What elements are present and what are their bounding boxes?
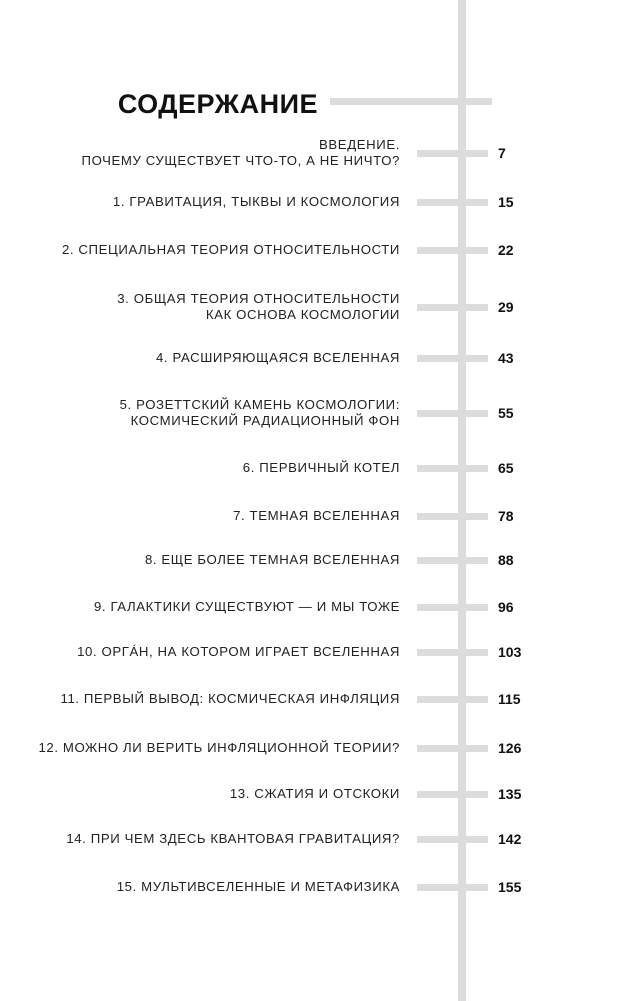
- toc-entry-title-line: 13. СЖАТИЯ И ОТСКОКИ: [229, 786, 400, 801]
- toc-entry-title-line: ПОЧЕМУ СУЩЕСТВУЕТ ЧТО-ТО, А НЕ НИЧТО?: [81, 153, 400, 168]
- leader-bar: [417, 604, 459, 611]
- toc-entry-title-line: 14. ПРИ ЧЕМ ЗДЕСЬ КВАНТОВАЯ ГРАВИТАЦИЯ?: [66, 831, 400, 846]
- leader-bar-right: [466, 465, 488, 472]
- toc-entry-title-line: 8. ЕЩЕ БОЛЕЕ ТЕМНАЯ ВСЕЛЕННАЯ: [144, 552, 400, 567]
- toc-entry-title-line: 6. ПЕРВИЧНЫЙ КОТЕЛ: [242, 460, 400, 475]
- toc-page-number: 43: [498, 350, 514, 366]
- toc-entry-title: [81, 137, 400, 169]
- toc-entry-title-line: 3. ОБЩАЯ ТЕОРИЯ ОТНОСИТЕЛЬНОСТИ: [117, 291, 400, 306]
- leader-bar: [417, 304, 459, 311]
- toc-entry-title-line: 11. ПЕРВЫЙ ВЫВОД: КОСМИЧЕСКАЯ ИНФЛЯЦИЯ: [60, 691, 400, 706]
- toc-entry-title-line: 12. МОЖНО ЛИ ВЕРИТЬ ИНФЛЯЦИОННОЙ ТЕОРИИ?: [38, 740, 400, 755]
- leader-bar-right: [466, 791, 488, 798]
- toc-page-number: 142: [498, 831, 522, 847]
- toc-entry-title-line: 10. ОРГÁН, НА КОТОРОМ ИГРАЕТ ВСЕЛЕННАЯ: [77, 644, 400, 659]
- leader-bar: [417, 745, 459, 752]
- leader-bar: [417, 465, 459, 472]
- toc-page-number: 155: [498, 879, 522, 895]
- toc-entry-title: [120, 397, 400, 429]
- vertical-rule: [458, 0, 466, 1001]
- toc-entry-title-line: 5. РОЗЕТТСКИЙ КАМЕНЬ КОСМОЛОГИИ:: [119, 397, 400, 412]
- leader-bar-right: [466, 304, 488, 311]
- leader-bar-right: [466, 836, 488, 843]
- toc-entry-title: [230, 786, 400, 802]
- leader-bar-right: [466, 696, 488, 703]
- leader-bar: [417, 199, 459, 206]
- leader-bar: [417, 150, 459, 157]
- leader-bar: [417, 791, 459, 798]
- leader-bar-right: [466, 557, 488, 564]
- toc-page-number: 78: [498, 508, 514, 524]
- leader-bar-right: [466, 513, 488, 520]
- toc-page-number: 88: [498, 552, 514, 568]
- toc-entry-title-line: 1. ГРАВИТАЦИЯ, ТЫКВЫ И КОСМОЛОГИЯ: [112, 194, 400, 209]
- toc-entry-title-line: КОСМИЧЕСКИЙ РАДИАЦИОННЫЙ ФОН: [130, 413, 400, 428]
- toc-entry-title: [38, 740, 400, 756]
- toc-page-number: 103: [498, 644, 522, 660]
- page-title: СОДЕРЖАНИЕ: [117, 89, 318, 119]
- toc-page-number: 7: [498, 145, 506, 161]
- leader-bar: [417, 836, 459, 843]
- leader-bar: [417, 247, 459, 254]
- leader-bar-right: [466, 884, 488, 891]
- title-rule: [330, 98, 492, 105]
- toc-entry-title-line: 2. СПЕЦИАЛЬНАЯ ТЕОРИЯ ОТНОСИТЕЛЬНОСТИ: [61, 242, 400, 257]
- toc-page-number: 126: [498, 740, 522, 756]
- toc-entry-title-line: 4. РАСШИРЯЮЩАЯСЯ ВСЕЛЕННАЯ: [155, 350, 400, 365]
- leader-bar: [417, 410, 459, 417]
- toc-page-number: 29: [498, 299, 514, 315]
- toc-entry-title: [77, 644, 400, 660]
- toc-page-number: 115: [498, 691, 521, 707]
- leader-bar-right: [466, 247, 488, 254]
- toc-entry-title-line: 15. МУЛЬТИВСЕЛЕННЫЕ И МЕТАФИЗИКА: [116, 879, 400, 894]
- toc-entry-title: [113, 194, 400, 210]
- toc-entry-title: [117, 879, 400, 895]
- toc-page-number: 22: [498, 242, 514, 258]
- toc-page-number: 135: [498, 786, 522, 802]
- toc-entry-title: [156, 350, 400, 366]
- toc-entry-title-line: 7. ТЕМНАЯ ВСЕЛЕННАЯ: [233, 508, 400, 523]
- toc-entry-title: [66, 831, 400, 847]
- toc-entry-title: [145, 552, 400, 568]
- leader-bar: [417, 355, 459, 362]
- toc-entry-title: [62, 242, 400, 258]
- leader-bar-right: [466, 410, 488, 417]
- leader-bar-right: [466, 604, 488, 611]
- leader-bar-right: [466, 649, 488, 656]
- toc-entry-title: [243, 460, 400, 476]
- toc-entry-title-line: КАК ОСНОВА КОСМОЛОГИИ: [205, 307, 400, 322]
- leader-bar: [417, 557, 459, 564]
- leader-bar-right: [466, 745, 488, 752]
- toc-entry-title-line: 9. ГАЛАКТИКИ СУЩЕСТВУЮТ — И МЫ ТОЖЕ: [93, 599, 400, 614]
- toc-page-number: 65: [498, 460, 514, 476]
- toc-entry-title: [94, 599, 400, 615]
- toc-entry-title: [233, 508, 400, 524]
- toc-entry-title-line: ВВЕДЕНИЕ.: [319, 137, 400, 152]
- leader-bar: [417, 696, 459, 703]
- leader-bar: [417, 884, 459, 891]
- toc-entry-title: [117, 291, 400, 323]
- leader-bar-right: [466, 150, 488, 157]
- toc-page-number: 96: [498, 599, 514, 615]
- leader-bar: [417, 649, 459, 656]
- leader-bar: [417, 513, 459, 520]
- toc-page-number: 15: [498, 194, 514, 210]
- leader-bar-right: [466, 355, 488, 362]
- leader-bar-right: [466, 199, 488, 206]
- toc-page-number: 55: [498, 405, 514, 421]
- toc-entry-title: [61, 691, 400, 707]
